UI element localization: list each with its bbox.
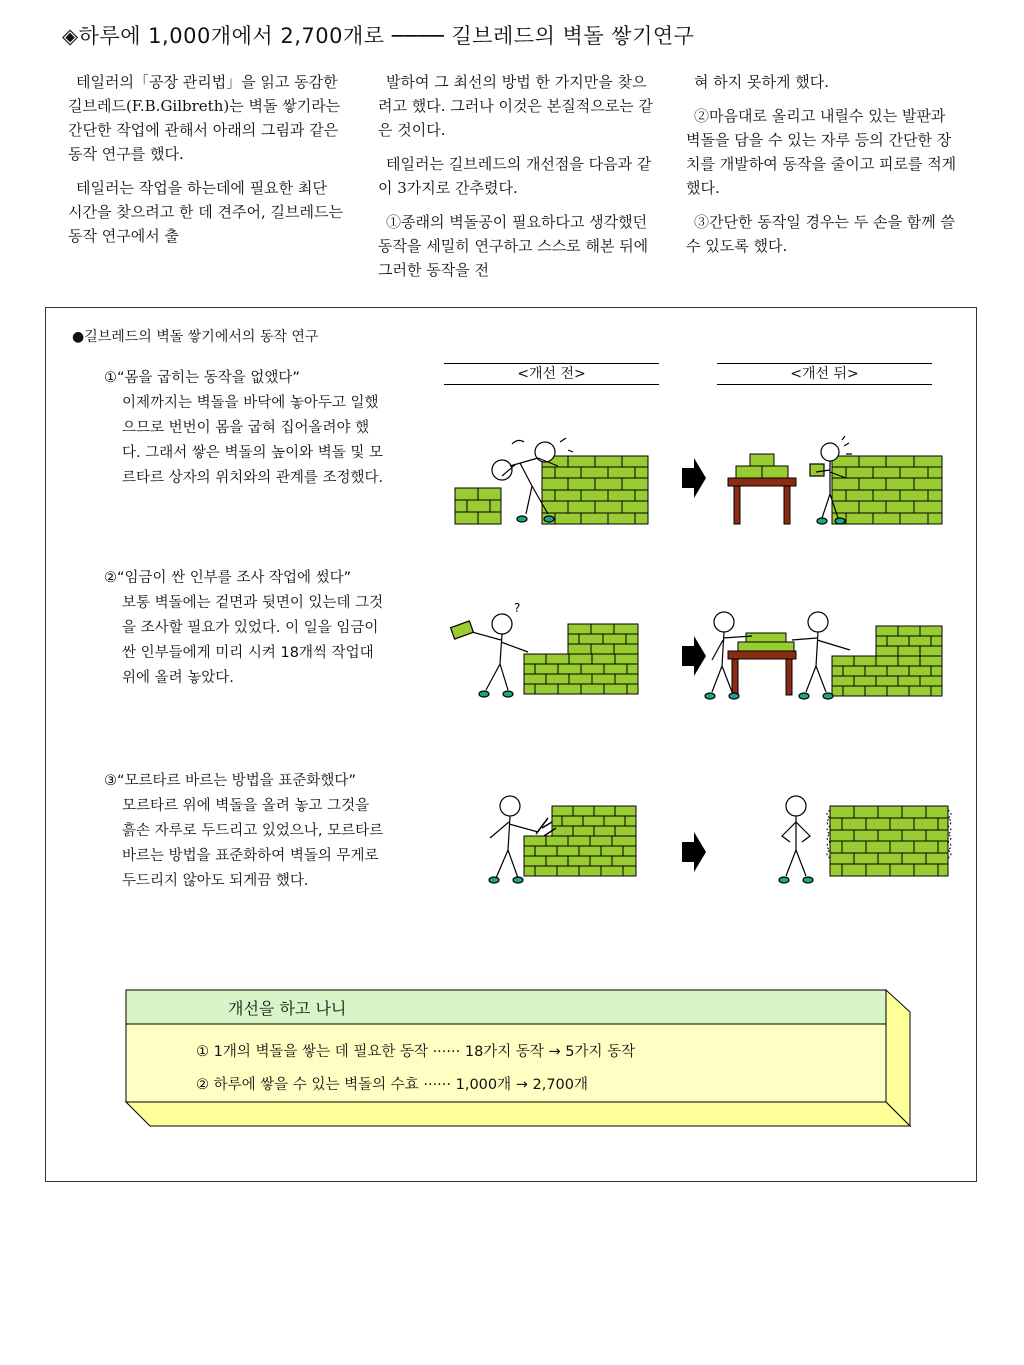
arrow-right-icon [680,830,708,874]
intro-paragraph: ②마음대로 올리고 내릴수 있는 발판과 벽돌을 담을 수 있는 자루 등의 간단한 장치를 개발하여 동작을 줄이고 피로를 적게했다. [686,107,957,197]
step-3 [104,769,384,894]
standardized-wall-illustration [768,792,958,888]
intro-paragraph: 발하여 그 최선의 방법 한 가지만을 찾으려고 했다. 그러나 이것은 본질적으로는 같은 것이다. [378,73,653,139]
after-label: <개선 뒤> [717,363,932,385]
intro-paragraph: 테일러는 작업을 하는데에 필요한 최단 시간을 찾으려고 한 데 견주어, 길브레드는 동작 연구에서 출 [68,179,343,245]
step-1 [104,366,384,491]
before-label: <개선 전> [444,363,659,385]
step-heading: ①“몸을 굽히는 동작을 없앴다” [104,370,300,386]
step-body: 모르타르 위에 벽돌을 올려 놓고 그것을 흙손 자루로 두드리고 있었으나, 모르타르 바르는 방법을 표준화하여 벽돌의 무게로 두드리지 않아도 되게끔 했다. [122,798,384,889]
work-table [728,633,796,695]
standing-worker-figure [779,796,813,883]
step-2 [104,566,384,691]
intro-paragraph: ③간단한 동작일 경우는 두 손을 함께 쓸 수 있도록 했다. [686,213,955,255]
brick-wall [832,626,942,696]
brick-wall [524,624,638,694]
step-body: 이제까지는 벽돌을 바닥에 놓아두고 일했으므로 번번이 몸을 굽혀 집어올려야 했다. 그래서 쌓은 벽돌의 높이와 벽돌 및 모르타르 상자의 위치와의 관계를 조정했다. [122,395,384,486]
step-heading: ③“모르타르 바르는 방법을 표준화했다” [104,773,356,789]
intro-column-2 [378,70,654,292]
result-item: ① 1개의 벽돌을 쌓는 데 필요한 동작 ······ 18가지 동작 → 5가지 동작 [196,1044,636,1060]
intro-paragraph: ①종래의 벽돌공이 필요하다고 생각했던 동작을 세밀히 연구하고 스스로 해본 뒤에 그러한 동작을 전 [378,213,649,279]
work-table [728,478,796,524]
table-worker-illustration [726,436,946,528]
intro-paragraph: 테일러는 길브레드의 개선점을 다음과 같이 3가지로 간추렸다. [378,155,652,197]
arrow-right-icon [680,456,708,500]
intro-column-3 [686,70,962,268]
inspecting-worker-illustration [448,600,648,700]
brick-wall [832,456,942,524]
step-body: 보통 벽돌에는 겉면과 뒷면이 있는데 그것을 조사할 필요가 있었다. 이 일을 임금이 싼 인부들에게 미리 시켜 18개씩 작업대 위에 올려 놓았다. [122,595,384,686]
svg-text:?: ? [514,601,521,615]
step-heading: ②“임금이 싼 인부를 조사 작업에 썼다” [104,570,352,586]
result-item: ② 하루에 쌓을 수 있는 벽돌의 수효 ······ 1,000개 → 2,700개 [196,1077,589,1093]
intro-paragraph: 테일러의「공장 관리법」을 읽고 동감한 길브레드(F.B.Gilbreth)는 벽돌 쌓기라는 간단한 작업에 관해서 아래의 그림과 같은 동작 연구를 했다. [68,73,341,163]
tapping-worker-illustration [482,792,642,888]
brick-wall [827,806,951,876]
brick-stack-on-table [736,454,788,478]
result-title: 개선을 하고 나니 [228,999,347,1018]
brick-wall [524,806,636,876]
arrow-right-icon [680,634,708,678]
inspecting-worker-figure [451,601,528,697]
intro-column-1 [68,70,346,258]
intro-paragraph: 혀 하지 못하게 했다. [694,73,829,91]
two-workers-table-illustration [700,606,946,704]
panel-heading: ●길브레드의 벽돌 쌓기에서의 동작 연구 [72,329,319,345]
page-title: ◈하루에 1,000개에서 2,700개로 ──── 길브레드의 벽돌 쌓기연구 [62,24,695,48]
bending-worker-illustration [450,436,660,528]
floor-brick-pile [455,488,501,524]
